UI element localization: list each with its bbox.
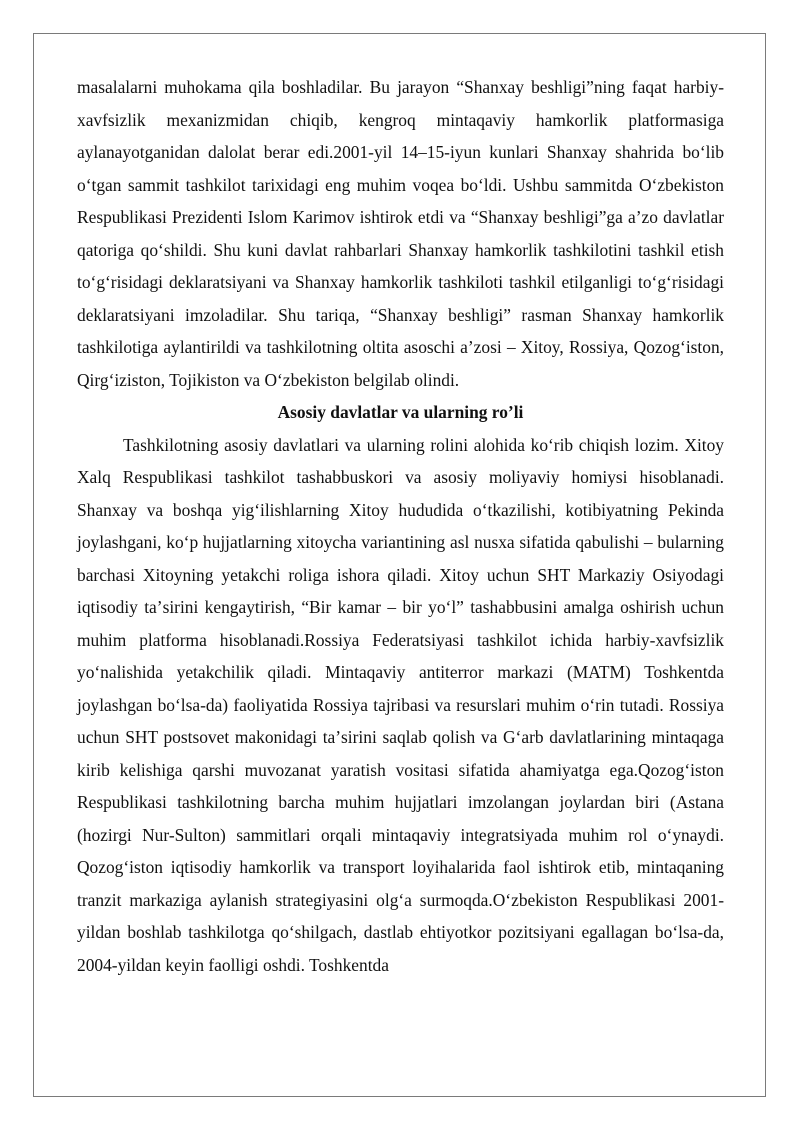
document-body <box>77 71 724 981</box>
section-heading: Asosiy davlatlar va ularning roʼli <box>277 402 524 422</box>
paragraph-intro: masalalarni muhokama qila boshladilar. Bu jarayon “Shanxay beshligi”ning faqat harbiy-xavfsizlik mexanizmidan chiqib, kengroq mintaqaviy hamkorlik platformasiga aylanayotganidan dalolat berar edi.2001-yil 14–15-iyun kunlari Shanxay shahrida boʻlib oʻtgan sammit tashkilot tarixidagi eng muhim voqea boʻldi. Ushbu sammitda Oʻzbekiston Respublikasi Prezidenti Islom Karimov ishtirok etdi va “Shanxay beshligi”ga aʼzo davlatlar qatoriga qoʻshildi. Shu kuni davlat rahbarlari Shanxay hamkorlik tashkilotini tashkil etish toʻgʻrisidagi deklaratsiyani va Shanxay hamkorlik tashkiloti tashkil etilganligi toʻgʻrisidagi deklaratsiyani imzoladilar. Shu tariqa, “Shanxay beshligi” rasman Shanxay hamkorlik tashkilotiga aylantirildi va tashkilotning oltita asoschi aʼzosi – Xitoy, Rossiya, Qozogʻiston, Qirgʻiziston, Tojikiston va Oʻzbekiston belgilab olindi. <box>77 77 724 390</box>
paragraph-main-states: Tashkilotning asosiy davlatlari va ularning rolini alohida koʻrib chiqish lozim. Xitoy Xalq Respublikasi tashkilot tashabbuskori va asosiy moliyaviy homiysi hisoblanadi. Shanxay va boshqa yigʻilishlarning Xitoy hududida oʻtkazilishi, kotibiyatning Pekinda joylashgani, koʻp hujjatlarning xitoycha variantining asl nusxa sifatida qabulishi – bularning barchasi Xitoyning yetakchi roliga ishora qiladi. Xitoy uchun SHT Markaziy Osiyodagi iqtisodiy taʼsirini kengaytirish, “Bir kamar – bir yoʻl” tashabbusini amalga oshirish uchun muhim platforma hisoblanadi.Rossiya Federatsiyasi tashkilot ichida harbiy-xavfsizlik yoʻnalishida yetakchilik qiladi. Mintaqaviy antiterror markazi (MATM) Toshkentda joylashgan boʻlsa-da) faoliyatida Rossiya tajribasi va resurslari muhim oʻrin tutadi. Rossiya uchun SHT postsovet makonidagi taʼsirini saqlab qolish va Gʻarb davlatlarining mintaqaga kirib kelishiga qarshi muvozanat yaratish vositasi sifatida ahamiyatga ega.Qozogʻiston Respublikasi tashkilotning barcha muhim hujjatlari imzolangan joylardan biri (Astana (hozirgi Nur-Sulton) sammitlari orqali mintaqaviy integratsiyada muhim rol oʻynaydi. Qozogʻiston iqtisodiy hamkorlik va transport loyihalarida faol ishtirok etib, mintaqaning tranzit markaziga aylanish strategiyasini olgʻa surmoqda.Oʻzbekiston Respublikasi 2001-yildan boshlab tashkilotga qoʻshilgach, dastlab ehtiyotkor pozitsiyani egallagan boʻlsa-da, 2004-yildan keyin faolligi oshdi. Toshkentda <box>77 434 724 975</box>
